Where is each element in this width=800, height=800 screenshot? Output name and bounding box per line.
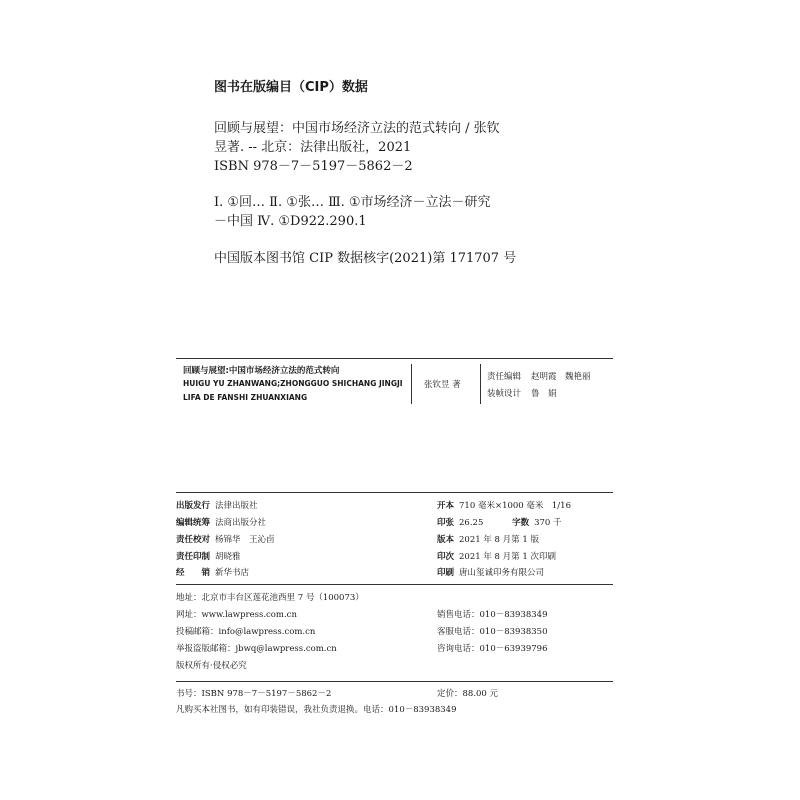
- contact-service-phone: 客服电话：010－83938350: [437, 627, 548, 637]
- design-name: 鲁 娟: [531, 389, 557, 399]
- pub-left-row: 责任校对 杨锦华 王沁卣: [176, 535, 275, 545]
- footer-notice: 凡购买本社图书，如有印装错误，我社负责退换。电话：010－83938349: [176, 705, 457, 715]
- pub-left-row: 出版发行 法律出版社: [176, 501, 258, 511]
- pub-right-row: 开本 710 毫米×1000 毫米 1/16: [437, 501, 571, 511]
- book-block-top-rule: [176, 358, 613, 359]
- book-title-cn: 回顾与展望:中国市场经济立法的范式转向: [183, 366, 340, 376]
- cip-line-2: 昱著. -- 北京：法律出版社，2021: [214, 140, 412, 155]
- pub-left-row: 经 销 新华书店: [176, 568, 250, 578]
- cip-line-4: Ⅰ. ①回… Ⅱ. ①张… Ⅲ. ①市场经济－立法－研究: [214, 195, 491, 210]
- pub-right-row: 印刷 唐山玺诚印务有限公司: [437, 568, 545, 578]
- pub-right-row: 印张 26.25 字数 370 千: [437, 518, 562, 528]
- pub-right-row: 版本 2021 年 8 月第 1 版: [437, 535, 539, 545]
- book-author: 张钦昱 著: [424, 380, 461, 390]
- publishing-top-rule: [176, 492, 613, 493]
- contact-inquiry-phone: 咨询电话：010－63939796: [437, 644, 548, 654]
- editor-label: 责任编辑: [487, 372, 522, 382]
- contact-sales-phone: 销售电话：010－83938349: [437, 610, 548, 620]
- cip-line-1: 回顾与展望：中国市场经济立法的范式转向 / 张钦: [214, 121, 500, 136]
- contact-address: 地址：北京市丰台区莲花池西里 7 号（100073）: [176, 593, 364, 603]
- cip-line-3: ISBN 978－7－5197－5862－2: [214, 159, 413, 174]
- contact-top-rule: [176, 584, 613, 585]
- design-label: 装帧设计: [487, 389, 522, 399]
- contact-report-email: 举报盗版邮箱：jbwq@lawpress.com.cn: [176, 644, 337, 654]
- book-title-pinyin-1: HUIGU YU ZHANWANG;ZHONGGUO SHICHANG JINGJI: [183, 379, 403, 388]
- footer-top-rule: [176, 681, 613, 682]
- book-block-divider-1: [411, 364, 412, 404]
- pub-left-row: 责任印制 胡晓雅: [176, 552, 241, 562]
- footer-price: 定价：88.00 元: [437, 689, 499, 699]
- contact-copyright: 版权所有·侵权必究: [176, 661, 247, 671]
- book-block-divider-2: [480, 364, 481, 404]
- footer-book-number: 书号：ISBN 978－7－5197－5862－2: [176, 689, 332, 699]
- cip-line-5: －中国 Ⅳ. ①D922.290.1: [214, 214, 367, 229]
- contact-website: 网址：www.lawpress.com.cn: [176, 610, 297, 620]
- pub-left-row: 编辑统筹 法商出版分社: [176, 518, 267, 528]
- book-title-pinyin-2: LIFA DE FANSHI ZHUANXIANG: [183, 393, 308, 402]
- contact-submit-email: 投稿邮箱：info@lawpress.com.cn: [176, 627, 316, 637]
- pub-right-row: 印次 2021 年 8 月第 1 次印刷: [437, 552, 556, 562]
- cip-line-6: 中国版本图书馆 CIP 数据核字(2021)第 171707 号: [214, 251, 517, 266]
- cip-title: 图书在版编目（CIP）数据: [214, 80, 368, 95]
- editor-names: 赵明霞 魏艳丽: [531, 372, 591, 382]
